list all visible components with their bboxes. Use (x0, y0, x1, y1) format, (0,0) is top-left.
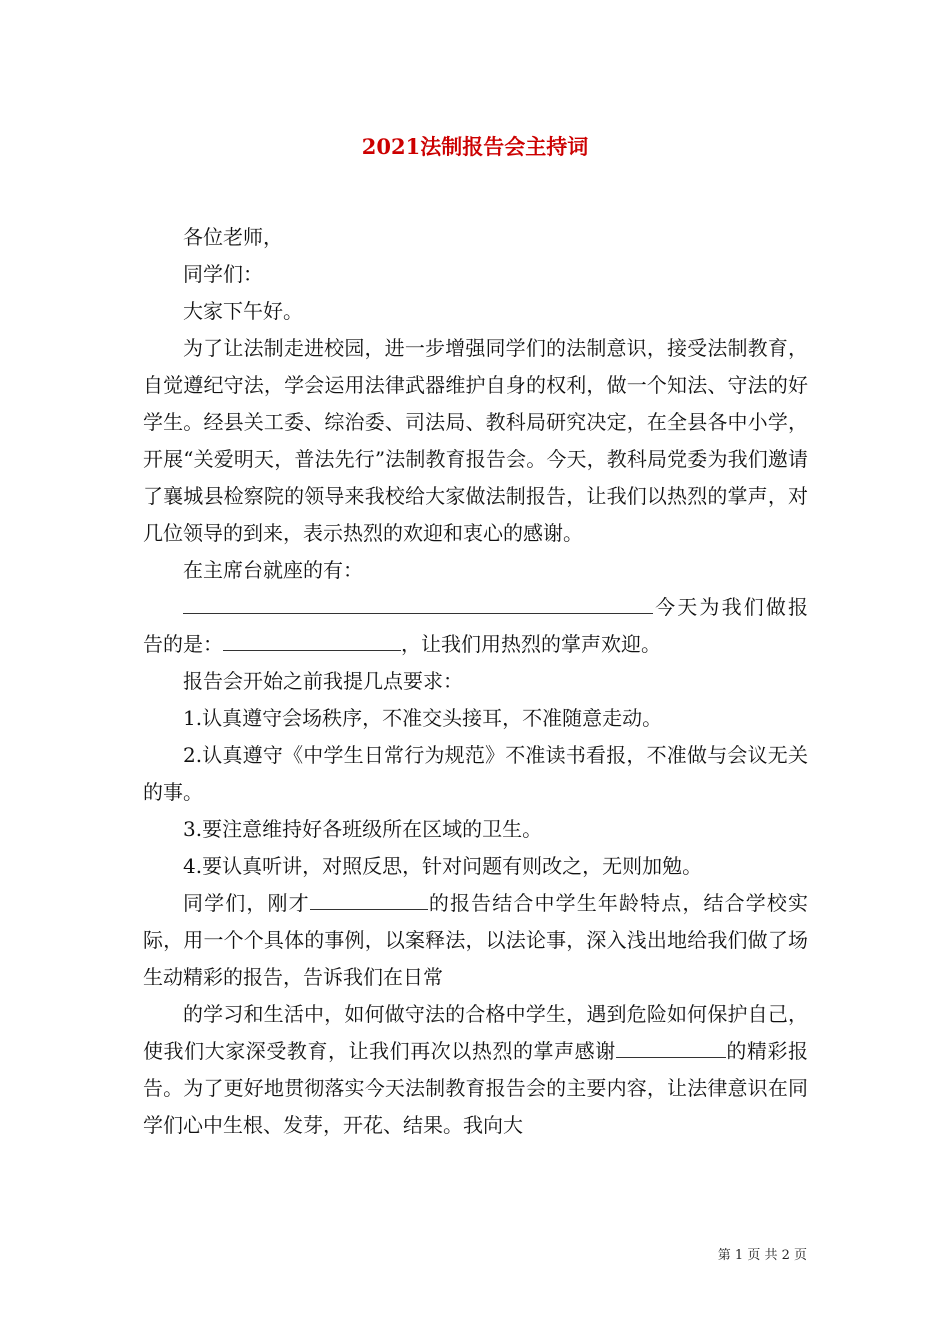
requirement-4: 4.要认真听讲，对照反思，针对问题有则改之，无则加勉。 (183, 854, 703, 878)
closing-text-b: 的报告结合中学生年龄特点，结合学校实际，用一个个具体的事例，以案释法，以法论事，深入浅出地给我们做了场生动精彩的报告，告诉我们在日常 (143, 891, 808, 989)
reporter-paragraph (143, 589, 808, 663)
intro-paragraph: 为了让法制走进校园，进一步增强同学们的法制意识，接受法制教育，自觉遵纪守法，学会运用法律武器维护自身的权利，做一个知法、守法的好学生。经县关工委、综治委、司法局、教科局研究决定，在全县各中小学，开展“关爱明天，普法先行”法制教育报告会。今天，教科局党委为我们邀请了襄城县检察院的领导来我校给大家做法制报告，让我们以热烈的掌声，对几位领导的到来，表示热烈的欢迎和衷心的感谢。 (143, 336, 808, 545)
requirement-2: 2.认真遵守《中学生日常行为规范》不准读书看报，不准做与会议无关的事。 (143, 743, 808, 804)
document-title: 2021法制报告会主持词 (361, 134, 589, 159)
reporter-text-b: ，让我们用热烈的掌声欢迎。 (401, 632, 661, 656)
salutation-students: 同学们： (183, 262, 263, 286)
thanks-name-blank (616, 1035, 726, 1058)
requirement-3: 3.要注意维持好各班级所在区域的卫生。 (183, 817, 543, 841)
closing-text-d: 的精彩报告。为了更好地贯彻落实今天法制教育报告会的主要内容，让法律意识在同学们心中生根、发芽，开花、结果。我向大 (143, 1039, 809, 1137)
reporter-text-a: 今天为我们做报告的是： (143, 595, 808, 656)
closing-paragraph-continued (143, 996, 808, 1144)
closing-text-a: 同学们，刚才 (183, 891, 310, 915)
seated-names-blank (183, 591, 653, 614)
closing-text-c: 的学习和生活中，如何做守法的合格中学生，遇到危险如何保护自己，使我们大家深受教育，让我们再次以热烈的掌声感谢 (143, 1002, 808, 1063)
document-body (143, 219, 808, 1144)
reporter-name-blank (223, 628, 401, 651)
seated-intro: 在主席台就座的有： (183, 558, 363, 582)
speaker-name-blank (310, 887, 428, 910)
greeting: 大家下午好。 (183, 299, 303, 323)
page-number: 第 1 页 共 2 页 (717, 1248, 807, 1263)
closing-paragraph (143, 885, 808, 996)
requirement-1: 1.认真遵守会场秩序，不准交头接耳，不准随意走动。 (183, 706, 663, 730)
salutation-teachers: 各位老师， (183, 225, 283, 249)
requirements-intro: 报告会开始之前我提几点要求： (183, 669, 463, 693)
